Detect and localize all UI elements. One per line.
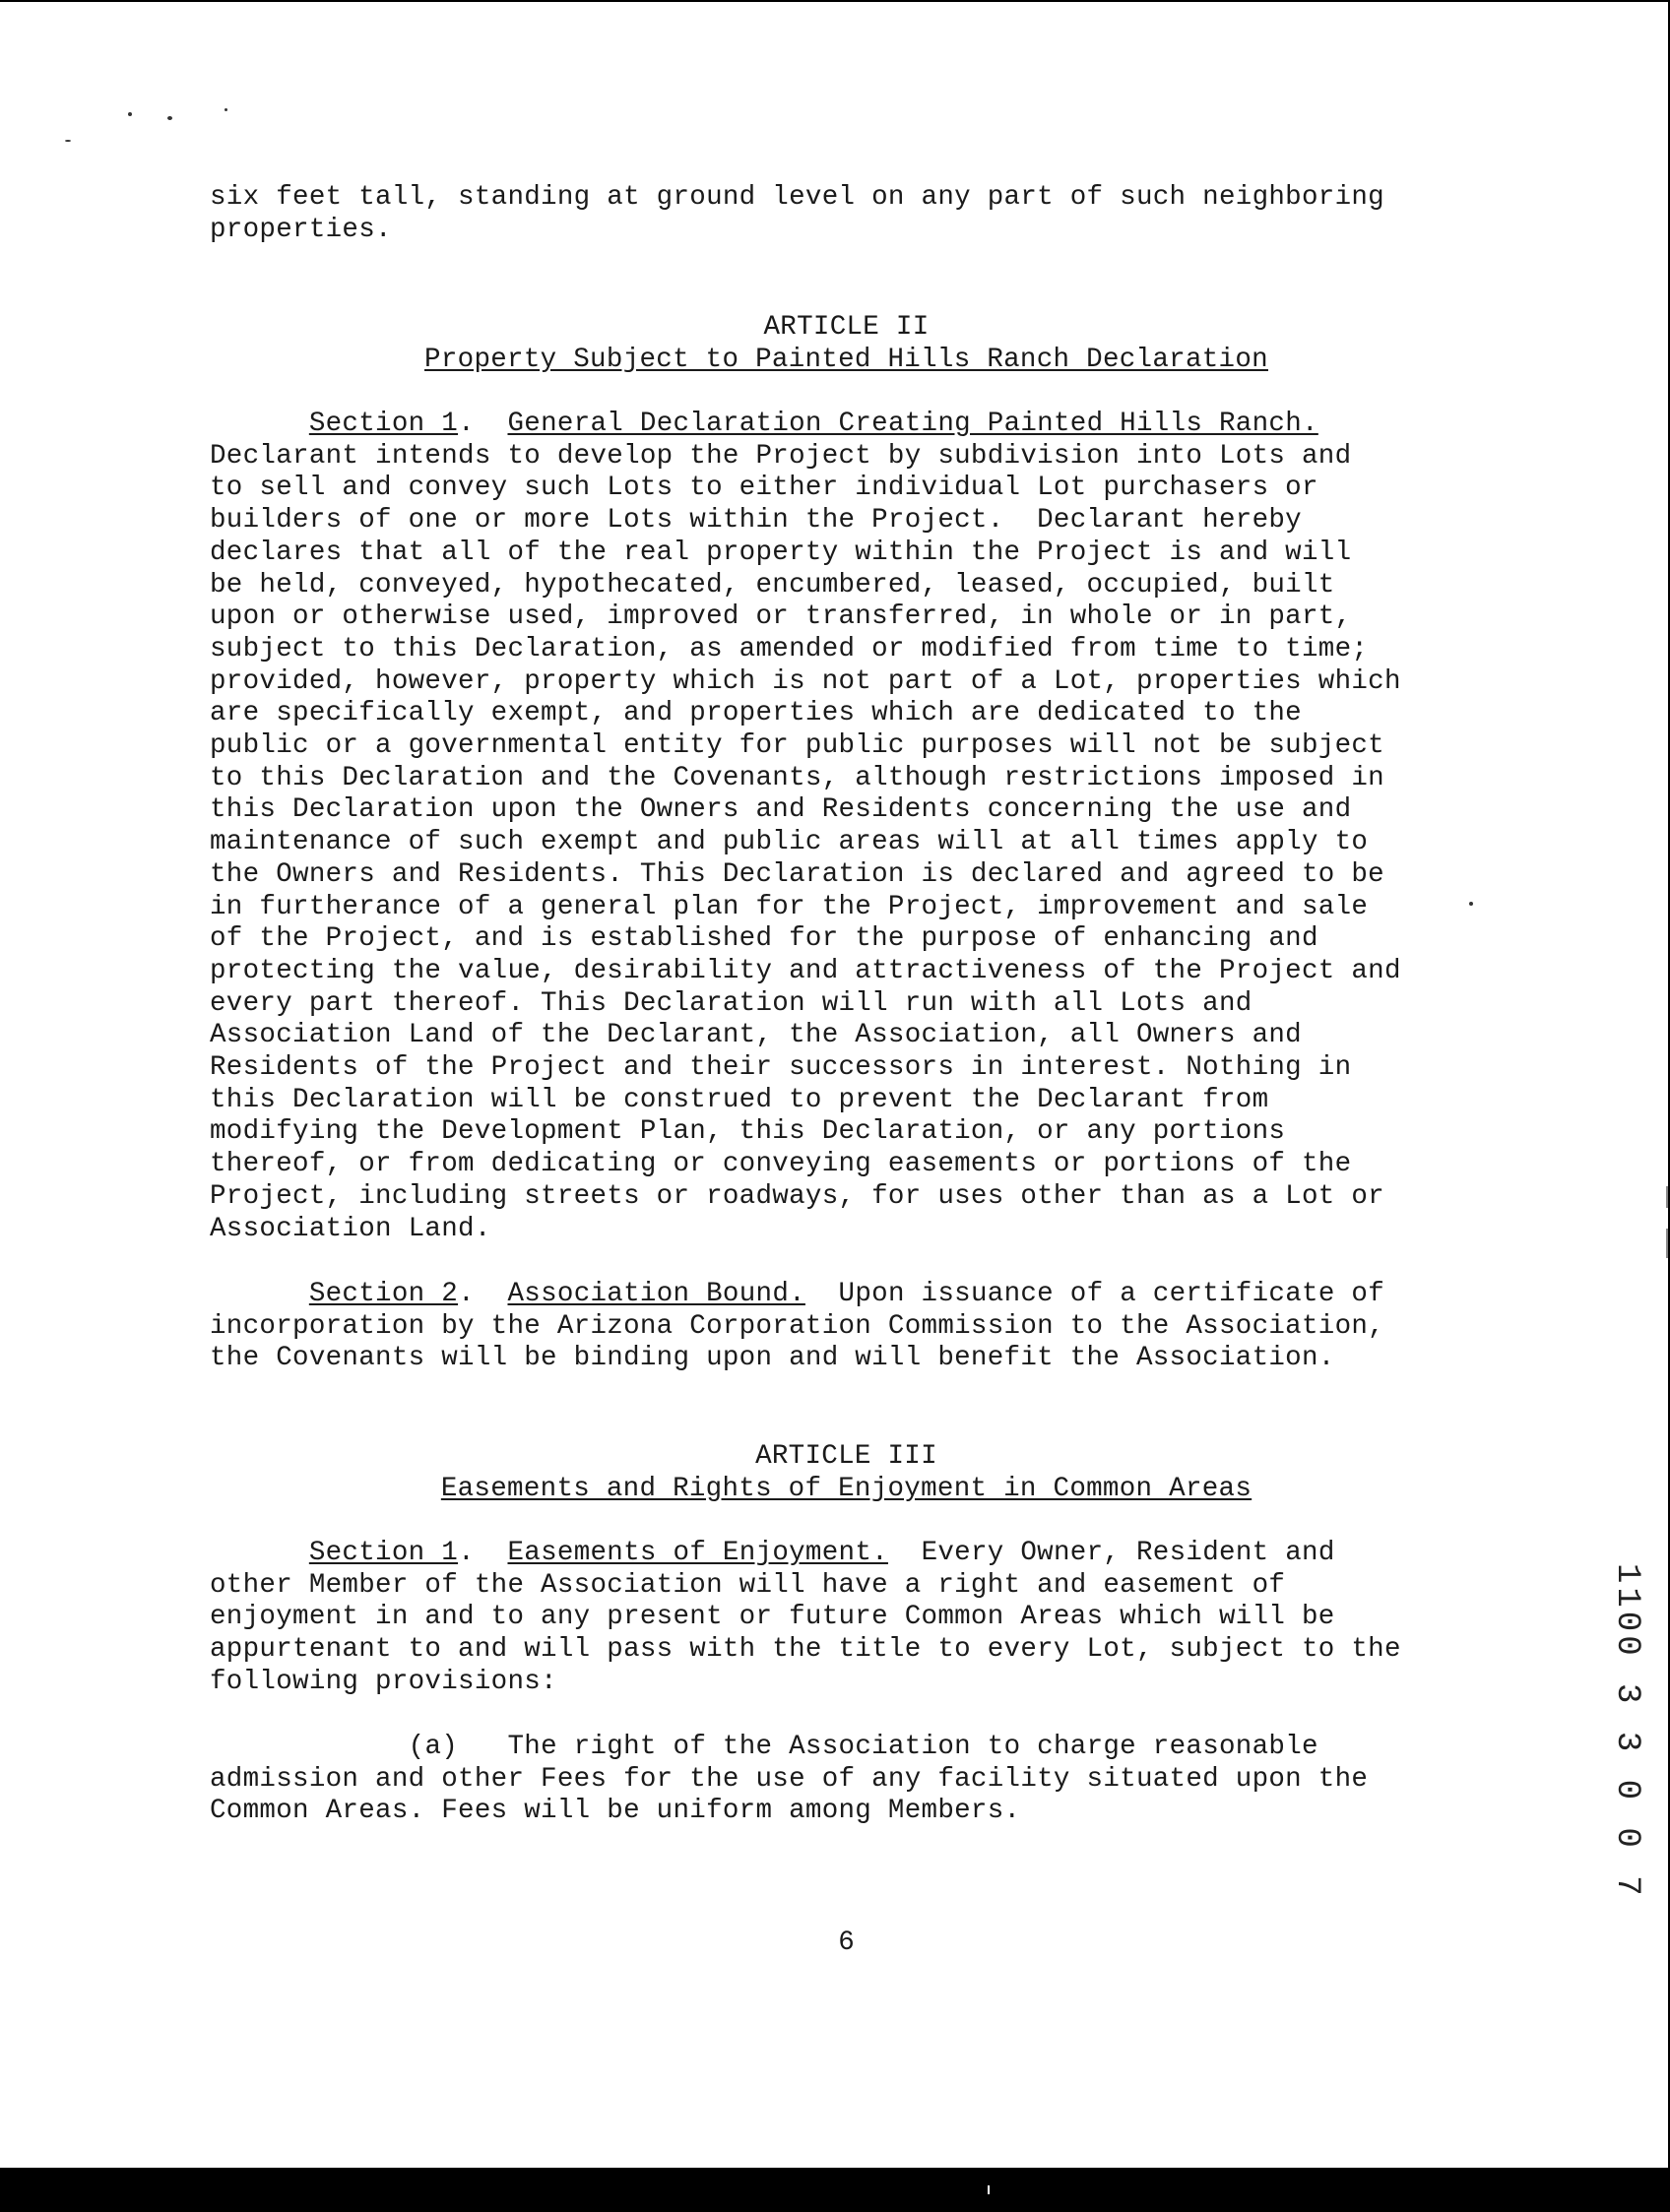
text-line: enjoyment in and to any present or future Common Areas which will be [210, 1602, 1335, 1633]
text-line: this Declaration upon the Owners and Residents concerning the use and [210, 794, 1352, 826]
text-line: the Covenants will be binding upon and will benefit the Association. [210, 1343, 1335, 1374]
text-line: incorporation by the Arizona Corporation Commission to the Association, [210, 1310, 1384, 1342]
text-line: modifying the Development Plan, this Declaration, or any portions [210, 1116, 1286, 1148]
text-line: six feet tall, standing at ground level on any part of such neighboring [210, 182, 1384, 213]
text-line: the Owners and Residents. This Declaration is declared and agreed to be [210, 858, 1384, 890]
text-line: upon or otherwise used, improved or transferred, in whole or in part, [210, 601, 1352, 633]
scan-edge-mark [1666, 1229, 1668, 1258]
text-line: Association Land. [210, 1213, 491, 1244]
scan-speck [225, 108, 227, 111]
item-a-first-line [210, 1732, 1483, 1764]
side-stamp-digits: 1100 3 3 0 0 7 [1608, 1563, 1645, 1900]
side-stamp [1607, 1563, 1646, 1908]
text-line: declares that all of the real property within the Project is and will [210, 537, 1352, 568]
text-line: this Declaration will be construed to prevent the Declarant from [210, 1084, 1269, 1115]
section-1-first-line: Section 1. General Declaration Creating Painted Hills Ranch. [308, 409, 1318, 439]
article-3-title-text: Easements and Rights of Enjoyment in Common Areas [440, 1474, 1252, 1504]
article-2-section-1 [210, 409, 1483, 1245]
scan-bottom-nick [988, 2185, 990, 2194]
text-line: other Member of the Association will have a right and easement of [210, 1569, 1286, 1601]
section-title: Association Bound. [507, 1279, 805, 1309]
opening-paragraph [210, 182, 1483, 246]
scan-border-top [0, 0, 1670, 2]
article-3-heading: ARTICLE III [755, 1441, 937, 1472]
scan-edge-mark [1666, 1186, 1668, 1208]
article-2-heading: ARTICLE II [763, 312, 930, 343]
text-line: provided, however, property which is not part of a Lot, properties which [210, 665, 1401, 697]
text-line: builders of one or more Lots within the Project. Declarant hereby [210, 505, 1302, 537]
section-label: Section 2 [308, 1279, 459, 1309]
text-line: protecting the value, desirability and attractiveness of the Project and [210, 955, 1401, 986]
page-number: 6 [838, 1928, 855, 1958]
text-line: Association Land of the Declarant, the Association, all Owners and [210, 1020, 1302, 1051]
text-line: of the Project, and is established for the purpose of enhancing and [210, 923, 1318, 955]
text-line: public or a governmental entity for public purposes will not be subject [210, 730, 1384, 762]
article-3-section-1 [210, 1538, 1483, 1699]
article-2-title [210, 345, 1483, 377]
text-line: Residents of the Project and their successors in interest. Nothing in [210, 1052, 1352, 1084]
scan-bottom-bar [0, 2168, 1670, 2212]
text-line: admission and other Fees for the use of any facility situated upon the [210, 1763, 1369, 1795]
text-line: be held, conveyed, hypothecated, encumbered, leased, occupied, built [210, 569, 1335, 600]
section-title: General Declaration Creating Painted Hills Ranch. [507, 409, 1318, 439]
text-line: to sell and convey such Lots to either individual Lot purchasers or [210, 473, 1318, 504]
section-first-line-rest: Upon issuance of a certificate of [838, 1279, 1385, 1309]
section-label: Section 1 [308, 409, 459, 439]
section-2-first-line: Section 2. Association Bound. Upon issuance of a certificate of [308, 1279, 1385, 1309]
text-line: to this Declaration and the Covenants, although restrictions imposed in [210, 762, 1384, 793]
article-2-section-2 [210, 1279, 1483, 1375]
text-line: following provisions: [210, 1666, 557, 1697]
section-1-first-line: Section 1. Easements of Enjoyment. Every Owner, Resident and [308, 1538, 1335, 1568]
text-line: properties. [210, 214, 392, 245]
text-line: are specifically exempt, and properties which are dedicated to the [210, 698, 1302, 729]
scan-speck [167, 116, 172, 120]
text-line: appurtenant to and will pass with the title to every Lot, subject to the [210, 1634, 1401, 1666]
text-line: thereof, or from dedicating or conveying easements or portions of the [210, 1149, 1352, 1180]
article-2-title-text: Property Subject to Painted Hills Ranch Declaration [424, 345, 1268, 375]
item-marker: (a) [408, 1732, 459, 1762]
section-label: Section 1 [308, 1538, 459, 1568]
text-line: subject to this Declaration, as amended or modified from time to time; [210, 633, 1369, 664]
article-3-item-a [210, 1732, 1483, 1828]
section-title: Easements of Enjoyment. [507, 1538, 888, 1568]
text-line: in furtherance of a general plan for the Project, improvement and sale [210, 891, 1369, 922]
article-3-title [210, 1474, 1483, 1506]
text-line: every part thereof. This Declaration will run with all Lots and [210, 987, 1252, 1019]
item-first-line-rest: The right of the Association to charge reasonable [507, 1732, 1318, 1762]
text-line: maintenance of such exempt and public areas will at all times apply to [210, 827, 1369, 858]
scan-speck [128, 112, 132, 116]
scan-speck [65, 140, 71, 142]
text-line: Declarant intends to develop the Project by subdivision into Lots and [210, 440, 1352, 472]
section-first-line-rest: Every Owner, Resident and [921, 1538, 1335, 1568]
text-line: Common Areas. Fees will be uniform among Members. [210, 1796, 1021, 1827]
text-line: Project, including streets or roadways, for uses other than as a Lot or [210, 1180, 1384, 1212]
